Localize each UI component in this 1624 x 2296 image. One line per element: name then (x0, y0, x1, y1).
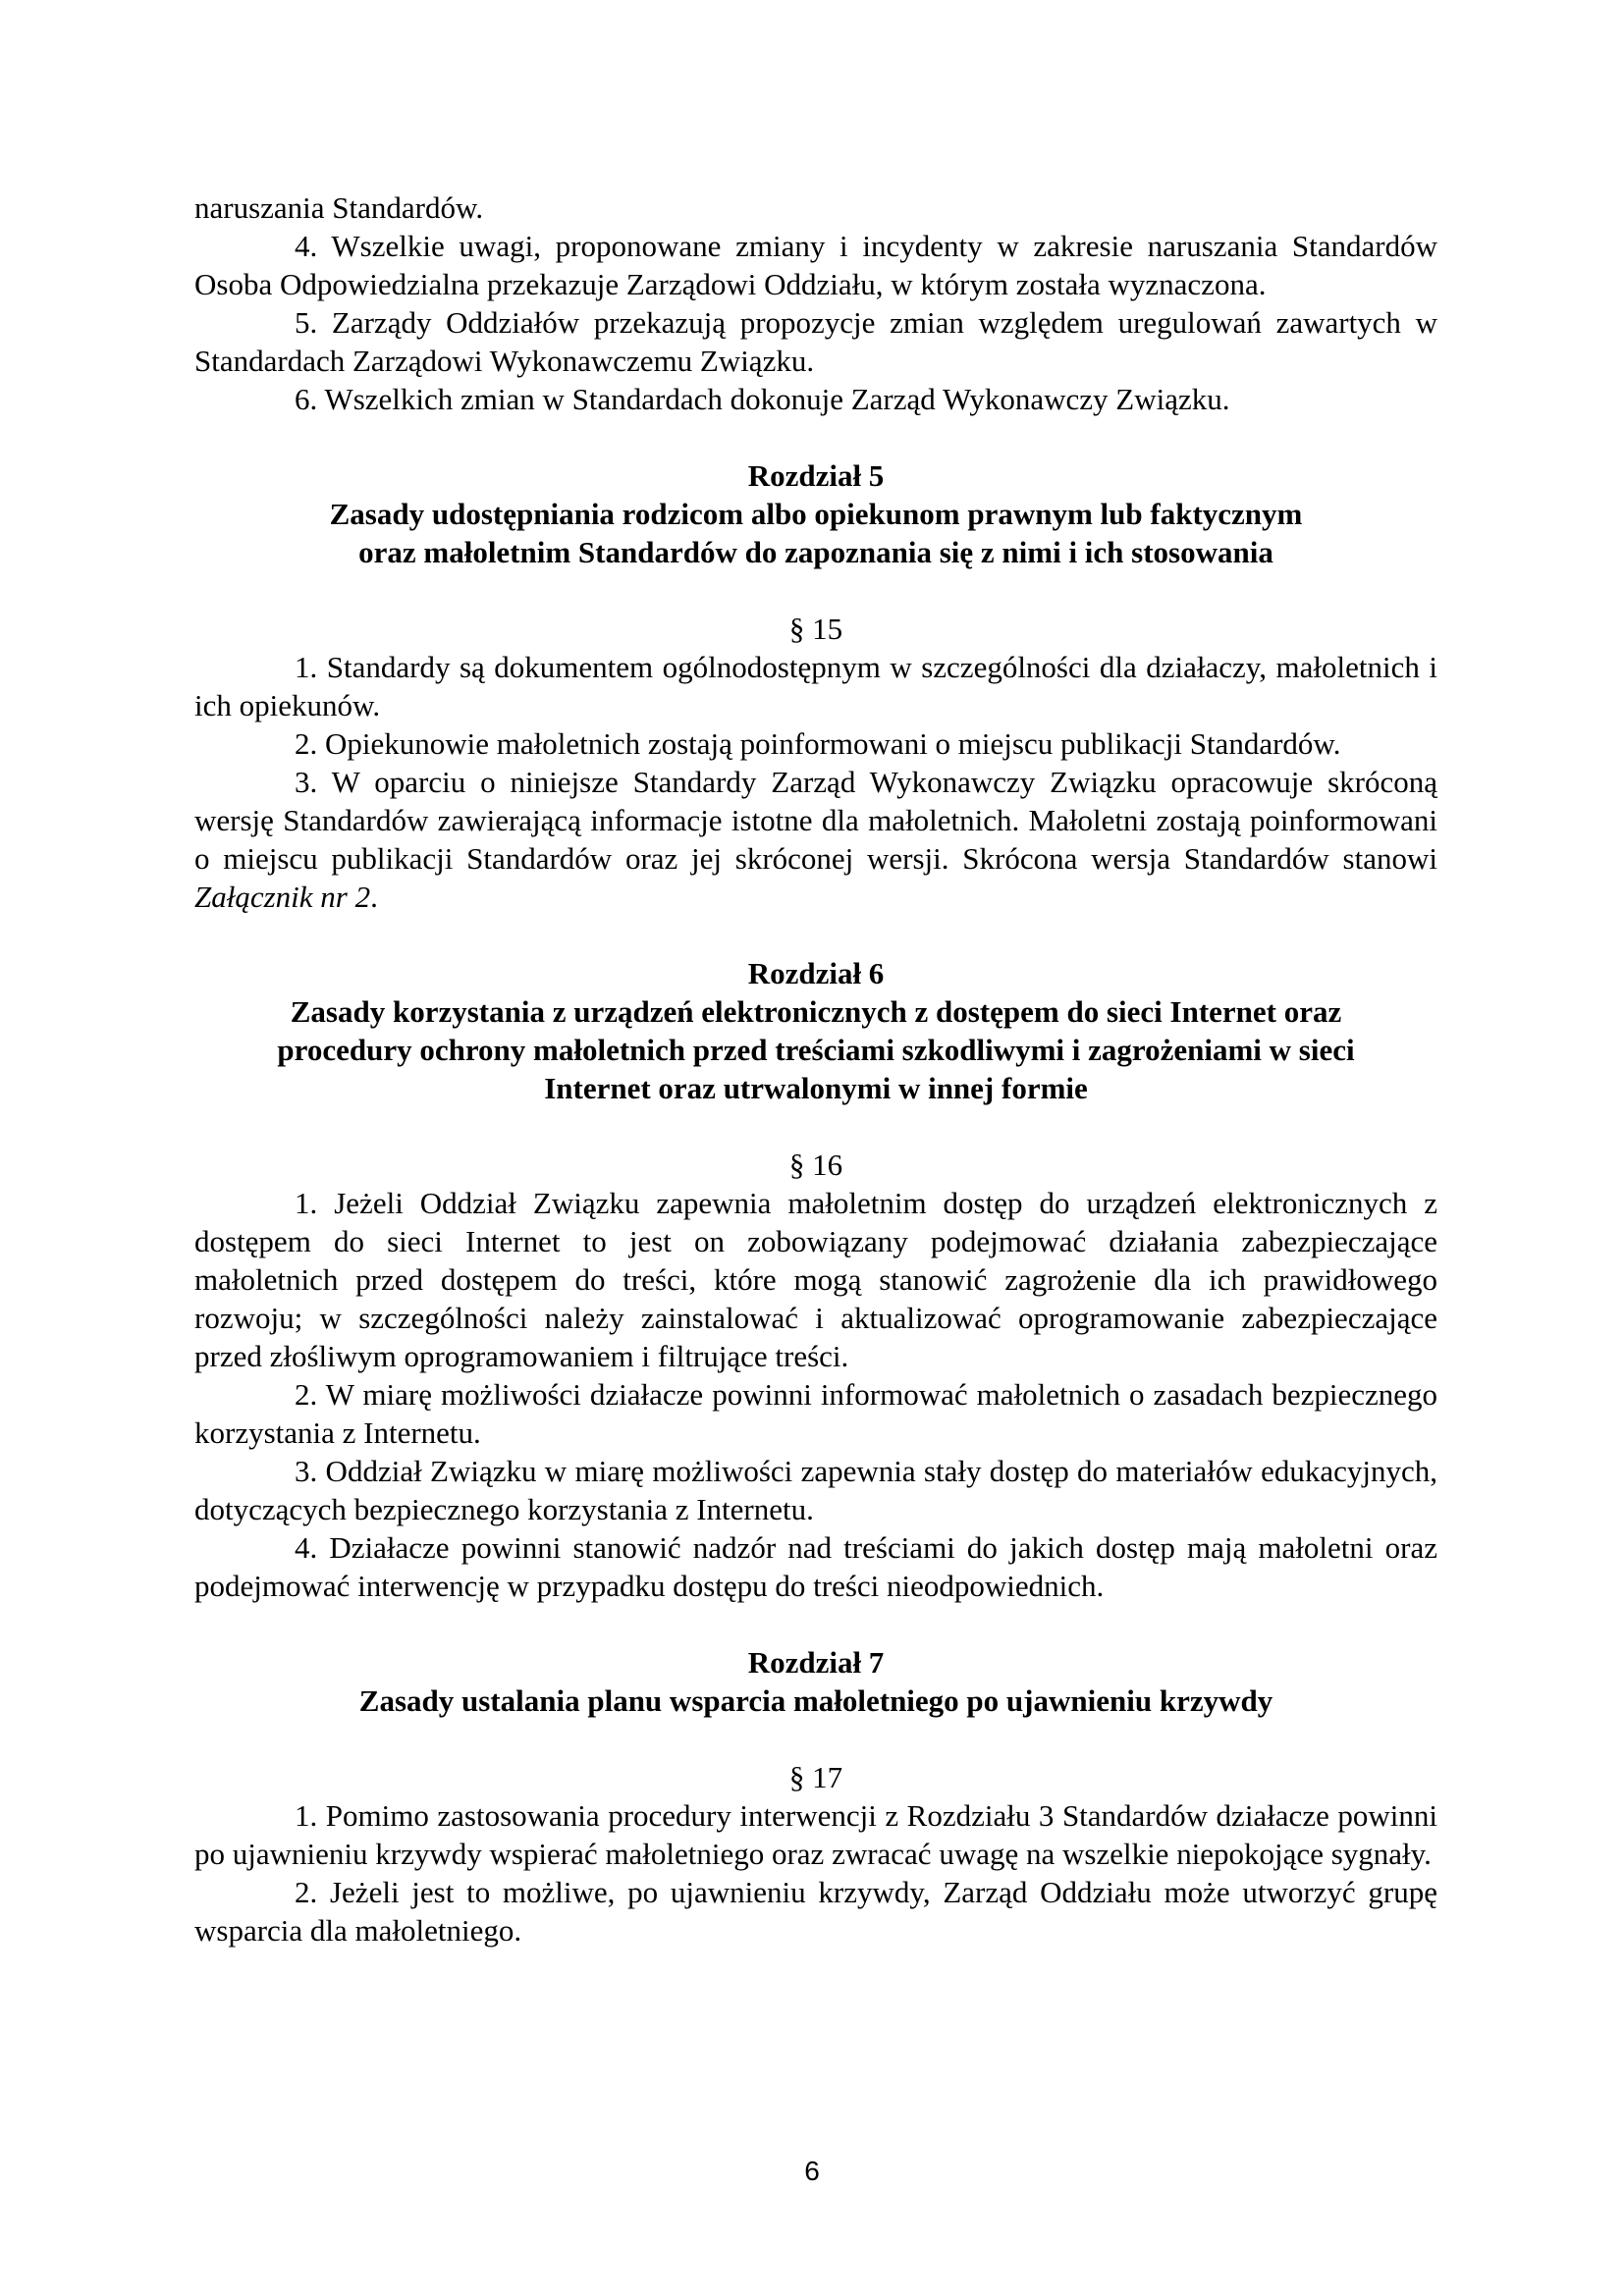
chapter-7-number: Rozdział 7 (747, 1645, 885, 1680)
list-item: 1. Jeżeli Oddział Związku zapewnia małoletnim dostęp do urządzeń elektronicznych z dostępem do sieci Internet to jest on zobowiązany podejmować działania zabezpieczające małoletnich przed dostępem do treści, które mogą stanowić zagrożenie dla ich prawidłowego rozwoju; w szczególności należy zainstalować i aktualizować oprogramowanie zabezpieczające przed złośliwym oprogramowaniem i filtrujące treści. (194, 1186, 1437, 1373)
chapter-7-title-line-1: Zasady ustalania planu wsparcia małoletniego po ujawnieniu krzywdy (358, 1683, 1273, 1718)
list-item-text: 3. W oparciu o niniejsze Standardy Zarząd Wykonawczy Związku opracowuje skróconą wersję Standardów zawierającą informacje istotne dla małoletnich. Małoletni zostają poinformowani o miejscu publikacji Standardów oraz jej skróconej wersji. Skrócona wersja Standardów stanowi (194, 765, 1437, 876)
section-16-heading: § 16 (788, 1148, 843, 1182)
list-item: 2. Jeżeli jest to możliwe, po ujawnieniu krzywdy, Zarząd Oddziału może utworzyć grupę wsparcia dla małoletniego. (194, 1875, 1437, 1948)
continuation-text: naruszania Standardów. (194, 190, 484, 225)
list-item: 2. W miarę możliwości działacze powinni informować małoletnich o zasadach bezpiecznego korzystania z Internetu. (194, 1377, 1437, 1450)
section-15-heading: § 15 (788, 612, 843, 646)
list-item: 1. Pomimo zastosowania procedury interwencji z Rozdziału 3 Standardów działacze powinni po ujawnieniu krzywdy wspierać małoletniego oraz zwracać uwagę na wszelkie niepokojące sygnały. (194, 1798, 1437, 1871)
list-item (194, 763, 1437, 916)
list-item: 5. Zarządy Oddziałów przekazują propozycje zmian względem uregulowań zawartych w Standardach Zarządowi Wykonawczemu Związku. (194, 305, 1437, 378)
list-item: 4. Działacze powinni stanowić nadzór nad treściami do jakich dostęp mają małoletni oraz podejmować interwencję w przypadku dostępu do treści nieodpowiednich. (194, 1530, 1437, 1603)
chapter-6-title-line-1: Zasady korzystania z urządzeń elektronicznych z dostępem do sieci Internet oraz (290, 994, 1342, 1029)
list-item: 4. Wszelkie uwagi, proponowane zmiany i incydenty w zakresie naruszania Standardów Osoba Odpowiedzialna przekazuje Zarządowi Oddziału, w którym została wyznaczona. (194, 229, 1437, 301)
chapter-6-title-line-3: Internet oraz utrwalonymi w innej formie (544, 1071, 1088, 1105)
list-item: 2. Opiekunowie małoletnich zostają poinformowani o miejscu publikacji Standardów. (295, 726, 1341, 761)
page-number: 6 (804, 2156, 820, 2186)
document-page (194, 188, 1437, 1949)
chapter-6-title-line-2: procedury ochrony małoletnich przed treściami szkodliwymi i zagrożeniami w sieci (277, 1033, 1355, 1067)
chapter-5-title-line-1: Zasady udostępniania rodzicom albo opiekunom prawnym lub faktycznym (329, 497, 1303, 531)
chapter-5-number: Rozdział 5 (747, 458, 885, 493)
chapter-5-title-line-2: oraz małoletnim Standardów do zapoznania się z nimi i ich stosowania (358, 535, 1273, 569)
list-item-end: . (370, 880, 378, 914)
chapter-6-number: Rozdział 6 (747, 956, 885, 990)
list-item: 3. Oddział Związku w miarę możliwości zapewnia stały dostęp do materiałów edukacyjnych, dotyczących bezpiecznego korzystania z Internetu. (194, 1454, 1437, 1526)
list-item: 6. Wszelkich zmian w Standardach dokonuje Zarząd Wykonawczy Związku. (295, 382, 1230, 416)
section-17-heading: § 17 (788, 1760, 843, 1794)
attachment-reference: Załącznik nr 2 (194, 880, 371, 914)
list-item: 1. Standardy są dokumentem ogólnodostępnym w szczególności dla działaczy, małoletnich i ich opiekunów. (194, 650, 1437, 722)
